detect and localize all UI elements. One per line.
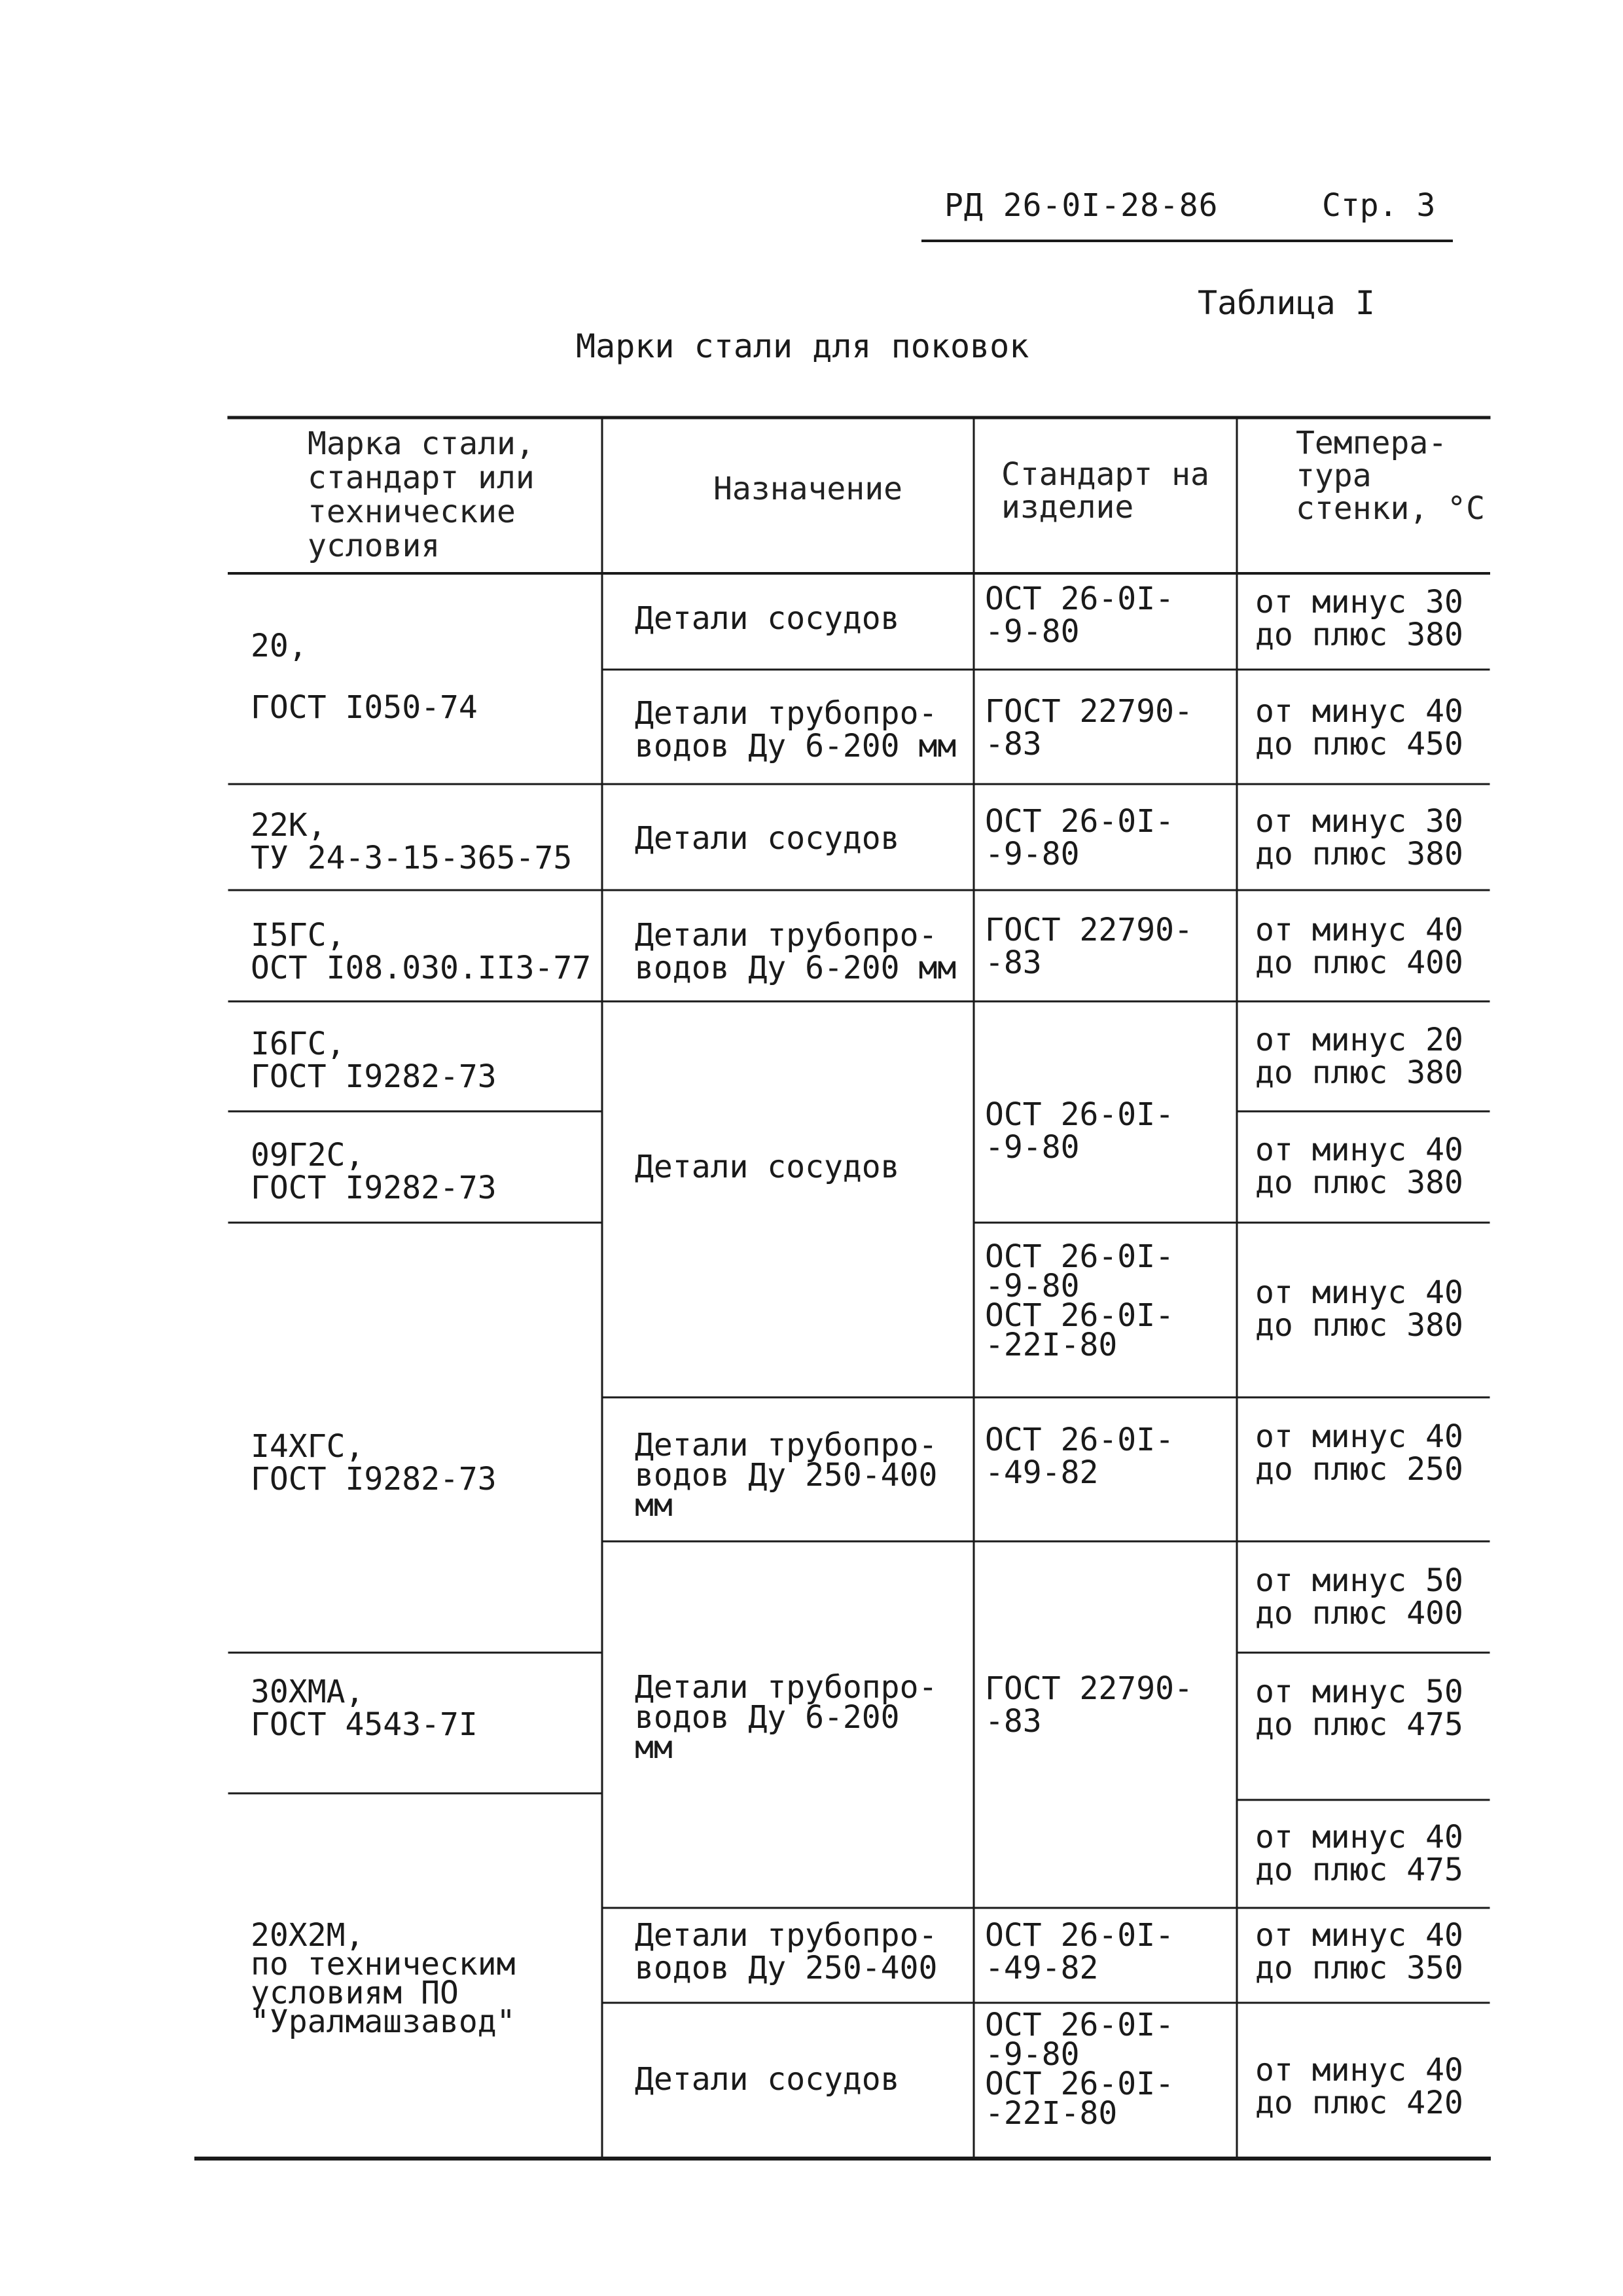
column-header-grade: Марка стали, стандарт или технические условия [308,425,535,564]
purpose-cell: Детали трубопро- водов Ду 250-400 мм [635,1427,938,1524]
column-header-purpose: Назначение [713,471,902,507]
grade-cell: 20Х2М, по техническим условиям ПО "Уралмашзавод" [251,1917,516,2040]
purpose-cell: Детали трубопро- водов Ду 6-200 мм [635,1669,938,1766]
grade-cell: 09Г2С, ГОСТ I9282-73 [251,1137,497,1206]
purpose-cell: Детали сосудов [635,2061,900,2098]
standard-cell: ОСТ 26-0I- -49-82 [985,1917,1174,1986]
standard-cell: ОСТ 26-0I- -9-80 [985,1096,1174,1166]
document-code: РД 26-0I-28-86 [944,187,1219,224]
temperature-cell: от минус 40 до плюс 420 [1255,2052,1463,2121]
purpose-cell: Детали трубопро- водов Ду 250-400 [635,1917,938,1986]
temperature-cell: от минус 40 до плюс 450 [1255,693,1463,762]
temperature-cell: от минус 50 до плюс 400 [1255,1562,1463,1632]
temperature-cell: от минус 20 до плюс 380 [1255,1022,1463,1091]
grade-cell: 20, ГОСТ I050-74 [251,628,478,726]
temperature-cell: от минус 30 до плюс 380 [1255,584,1463,653]
temperature-cell: от минус 30 до плюс 380 [1255,803,1463,872]
standard-cell: ГОСТ 22790- -83 [985,693,1193,762]
grade-cell: I4ХГС, ГОСТ I9282-73 [251,1428,497,1498]
grade-cell: 30ХМА, ГОСТ 4543-7I [251,1674,478,1743]
standard-cell: ОСТ 26-0I- -9-80 [985,803,1174,872]
standard-cell: ОСТ 26-0I- -9-80 ОСТ 26-0I- -22I-80 [985,2007,1174,2132]
standard-cell: ГОСТ 22790- -83 [985,1670,1193,1740]
standard-cell: ОСТ 26-0I- -9-80 [985,581,1174,650]
standard-cell: ОСТ 26-0I- -9-80 ОСТ 26-0I- -22I-80 [985,1238,1174,1363]
purpose-cell: Детали сосудов [635,820,900,857]
header-rule [921,240,1453,242]
column-header-standard: Стандарт на изделие [1001,456,1209,526]
purpose-cell: Детали трубопро- водов Ду 6-200 мм [635,695,957,764]
standard-cell: ОСТ 26-0I- -49-82 [985,1422,1174,1491]
grade-cell: 22К, ТУ 24-3-15-365-75 [251,807,573,876]
temperature-cell: от минус 50 до плюс 475 [1255,1674,1463,1743]
page-number: Стр. 3 [1322,187,1436,224]
column-header-temperature: Темпера- тура стенки, °С [1296,425,1485,527]
temperature-cell: от минус 40 до плюс 380 [1255,1274,1463,1344]
temperature-cell: от минус 40 до плюс 475 [1255,1819,1463,1888]
standard-cell: ГОСТ 22790- -83 [985,912,1193,981]
grade-cell: I5ГС, ОСТ I08.030.II3-77 [251,917,592,986]
temperature-cell: от минус 40 до плюс 250 [1255,1418,1463,1488]
temperature-cell: от минус 40 до плюс 400 [1255,912,1463,981]
purpose-cell: Детали трубопро- водов Ду 6-200 мм [635,917,957,986]
purpose-cell: Детали сосудов [635,1149,900,1185]
purpose-cell: Детали сосудов [635,600,900,637]
table-number: Таблица I [1198,284,1375,322]
temperature-cell: от минус 40 до плюс 350 [1255,1917,1463,1986]
grade-cell: I6ГС, ГОСТ I9282-73 [251,1026,497,1095]
table-title: Марки стали для поковок [576,327,1029,365]
temperature-cell: от минус 40 до плюс 380 [1255,1132,1463,1201]
